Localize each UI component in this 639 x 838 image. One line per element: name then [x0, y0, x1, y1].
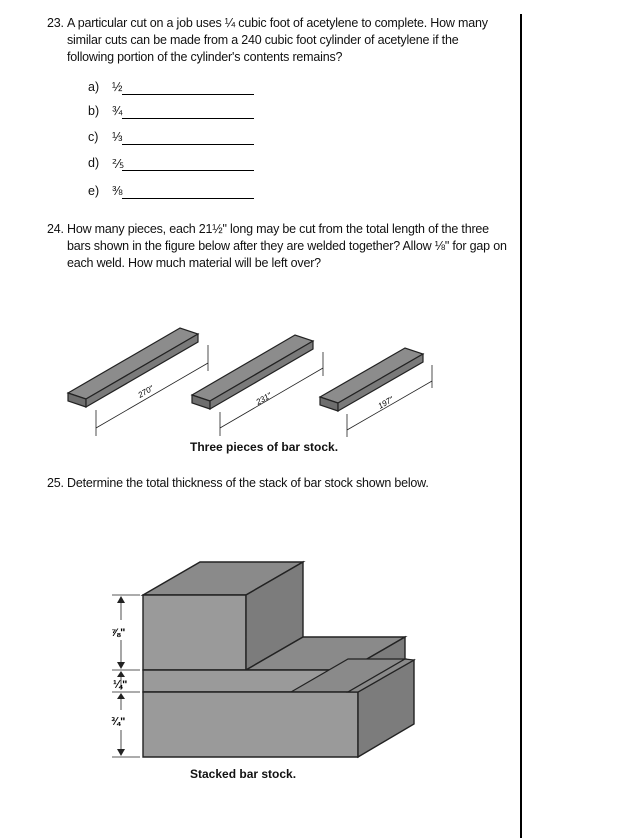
- figure-caption-bars: Three pieces of bar stock.: [190, 440, 339, 454]
- bar-stock-1-figure: [68, 328, 208, 436]
- question-text: A particular cut on a job uses ¼ cubic foot of acetylene to complete. How many similar cuts can be made from a 240 cubic foot cylinder of acetylene if the following portion of the cylinder's contents remains?: [67, 16, 488, 64]
- answer-fraction: ⅖: [112, 157, 125, 171]
- dim-arrowhead: [117, 693, 125, 699]
- dim-arrowhead: [117, 596, 125, 603]
- dim-label-middle: ¼": [113, 679, 128, 691]
- bar-3-length-label: 197": [376, 394, 396, 411]
- answer-fraction: ¾: [112, 104, 123, 118]
- dim-label-bottom: ¾": [111, 716, 126, 728]
- top-block-front: [143, 595, 246, 670]
- answer-label: b): [88, 104, 100, 118]
- dim-arrowhead: [117, 749, 125, 756]
- stacked-bar-stock-figure: [111, 562, 414, 757]
- answer-label: e): [88, 184, 100, 198]
- question-text: How many pieces, each 21½" long may be cut from the total length of the three bars shown in the figure below after they are welded together? Allow ⅛" for gap on each weld. How much material will be left over?: [67, 222, 507, 270]
- bar-stock-3-figure: [320, 348, 432, 437]
- bar-1-top: [68, 328, 198, 399]
- bar-2-length-label: 231": [254, 390, 274, 407]
- bar-1-length-label: 270": [136, 383, 156, 400]
- question-number: 23.: [47, 16, 64, 30]
- dim-arrowhead: [117, 671, 125, 677]
- figure-caption-stack: Stacked bar stock.: [190, 767, 297, 781]
- answer-label: c): [88, 130, 99, 144]
- answer-fraction: ⅓: [112, 130, 123, 144]
- bottom-block-front: [143, 692, 358, 757]
- answer-label: a): [88, 80, 100, 94]
- answer-fraction: ½: [112, 80, 123, 94]
- answer-fraction: ⅜: [112, 184, 123, 198]
- dim-label-top: ⅞": [111, 627, 126, 639]
- bar-stock-2-figure: [192, 335, 323, 436]
- bar-2-top: [192, 335, 313, 401]
- question-number: 24.: [47, 222, 64, 236]
- question-text: Determine the total thickness of the stack of bar stock shown below.: [67, 476, 429, 490]
- answer-label: d): [88, 156, 100, 170]
- question-number: 25.: [47, 476, 64, 490]
- dim-arrowhead: [117, 662, 125, 669]
